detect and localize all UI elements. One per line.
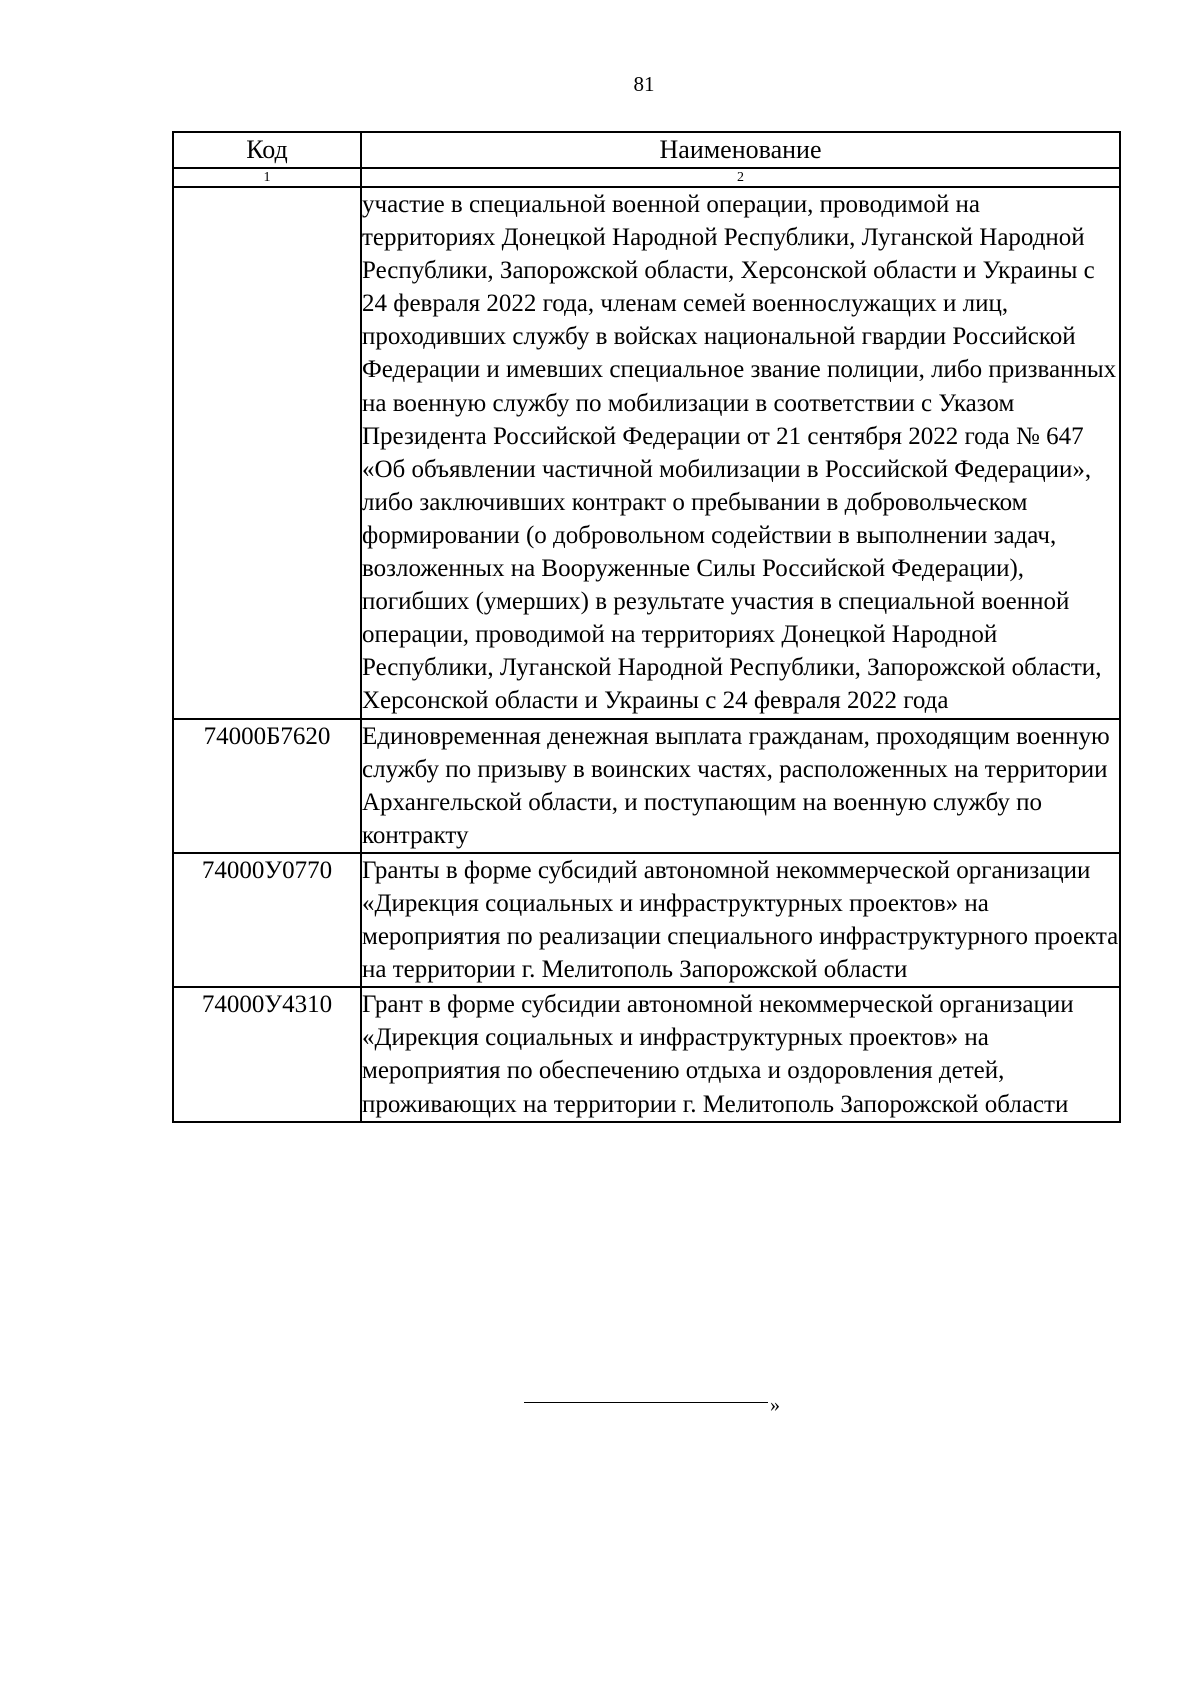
closing-quote: » bbox=[770, 1394, 780, 1416]
table-row bbox=[173, 187, 1120, 719]
row-code: 74000У0770 bbox=[173, 853, 361, 987]
row-name: Грант в форме субсидии автономной некоммерческой организации «Дирекция социальных и инфраструктурных проектов» на мероприятия по обеспечению отдыха и оздоровления детей, проживающих на территории г. Мелитополь Запорожской области bbox=[361, 987, 1120, 1121]
header-code: Код bbox=[173, 132, 361, 168]
code-table bbox=[172, 131, 1121, 1123]
row-name: Единовременная денежная выплата гражданам, проходящим военную службу по призыву в воинских частях, расположенных на территории Архангельской области, и поступающим на военную службу по контракту bbox=[361, 719, 1120, 853]
table-header-row bbox=[173, 132, 1120, 168]
table-row bbox=[173, 853, 1120, 987]
row-code: 74000Б7620 bbox=[173, 719, 361, 853]
column-number-name: 2 bbox=[361, 168, 1120, 187]
closing-mark bbox=[524, 1392, 780, 1416]
row-name: Гранты в форме субсидий автономной некоммерческой организации «Дирекция социальных и инфраструктурных проектов» на мероприятия по реализации специального инфраструктурного проекта на территории г. Мелитополь Запорожской области bbox=[361, 853, 1120, 987]
table-row bbox=[173, 987, 1120, 1121]
row-code bbox=[173, 187, 361, 719]
closing-rule bbox=[524, 1402, 768, 1403]
table-row bbox=[173, 719, 1120, 853]
header-name: Наименование bbox=[361, 132, 1120, 168]
row-name: участие в специальной военной операции, проводимой на территориях Донецкой Народной Республики, Луганской Народной Республики, Запорожской области, Херсонской области и Украины с 24 февраля 2022 года, членам семей военнослужащих и лиц, проходивших службу в войсках национальной гвардии Российской Федерации и имевших специальное звание полиции, либо призванных на военную службу по мобилизации в соответствии с Указом Президента Российской Федерации от 21 сентября 2022 года № 647 «Об объявлении частичной мобилизации в Российской Федерации», либо заключивших контракт о пребывании в добровольческом формировании (о добровольном содействии в выполнении задач, возложенных на Вооруженные Силы Российской Федерации), погибших (умерших) в результате участия в специальной военной операции, проводимой на территориях Донецкой Народной Республики, Луганской Народной Республики, Запорожской области, Херсонской области и Украины с 24 февраля 2022 года bbox=[361, 187, 1120, 719]
row-code: 74000У4310 bbox=[173, 987, 361, 1121]
page-number: 81 bbox=[633, 72, 655, 96]
column-number-row bbox=[173, 168, 1120, 187]
column-number-code: 1 bbox=[173, 168, 361, 187]
